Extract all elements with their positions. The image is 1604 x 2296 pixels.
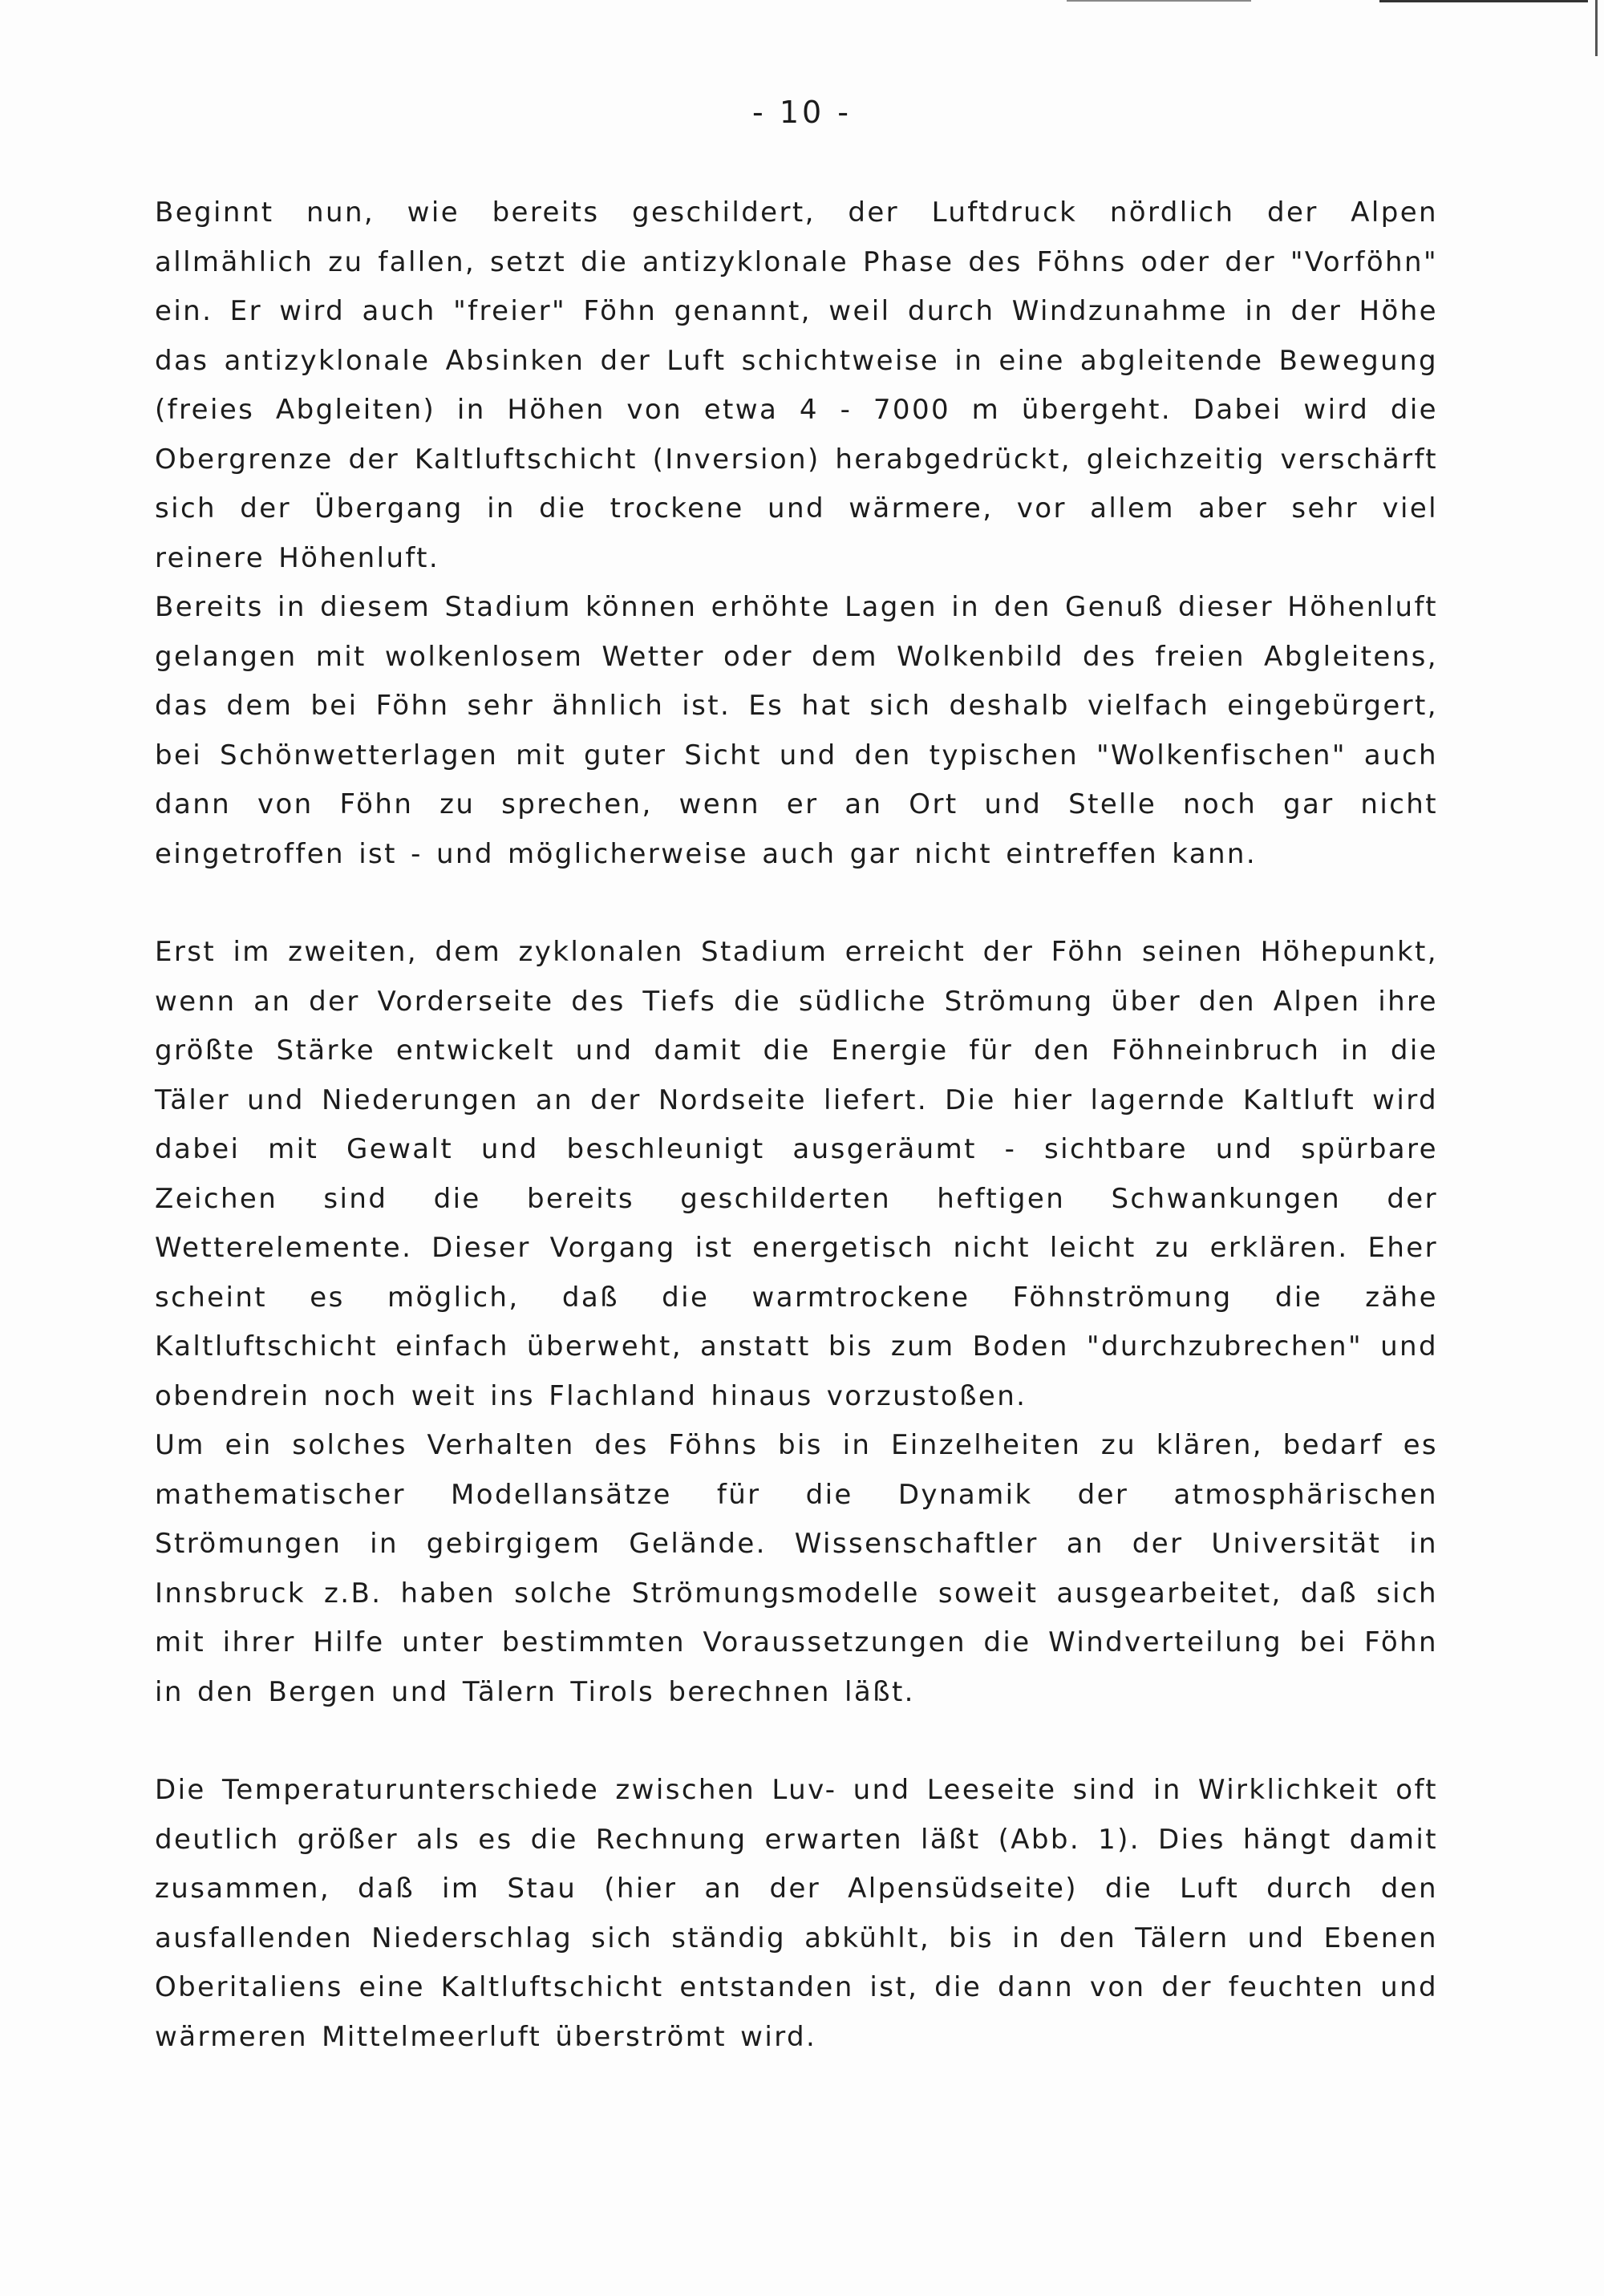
paragraph-hoehenluft: Bereits in diesem Stadium können erhöhte Lagen in den Genuß dieser Höhenluft gelangen mit wolkenlosem Wetter oder dem Wolkenbild des freien Abgleitens, das dem bei Föhn sehr ähnlich ist. Es hat sich deshalb vielfach eingebürgert, bei Schönwetterlagen mit guter Sicht und den typischen "Wolkenfischen" auch dann von Föhn zu sprechen, wenn er an Ort und Stelle noch gar nicht eingetroffen ist - und möglicherweise auch gar nicht eintreffen kann. [155,591,1438,870]
scan-edge-mark [1595,0,1598,56]
scan-edge-mark [1379,0,1588,2]
paragraph-zyklonales-stadium: Erst im zweiten, dem zyklonalen Stadium erreicht der Föhn seinen Höhepunkt, wenn an der Vorderseite des Tiefs die südliche Strömung über den Alpen ihre größte Stärke entwickelt und damit die Energie für den Föhneinbruch in die Täler und Niederungen an der Nordseite liefert. Die hier lagernde Kaltluft wird dabei mit Gewalt und beschleunigt ausgeräumt - sichtbare und spürbare Zeichen sind die bereits geschilderten heftigen Schwankungen der Wetterelemente. Dieser Vorgang ist energetisch nicht leicht zu erklären. Eher scheint es möglich, daß die warmtrockene Föhnströmung die zähe Kaltluftschicht einfach überweht, anstatt bis zum Boden "durchzubrechen" und obendrein noch weit ins Flachland hinaus vorzustoßen. [155,936,1438,1412]
page-number: - 10 - [752,95,852,130]
paragraph-modellansaetze: Um ein solches Verhalten des Föhns bis in Einzelheiten zu klären, bedarf es mathematischer Modellansätze für die Dynamik der atmosphärischen Strömungen in gebirgigem Gelände. Wissenschaftler an der Universität in Innsbruck z.B. haben solche Strömungsmodelle soweit ausgearbeitet, daß sich mit ihrer Hilfe unter bestimmten Voraussetzungen die Windverteilung bei Föhn in den Bergen und Tälern Tirols berechnen läßt. [155,1429,1438,1708]
paragraph-temperaturunterschiede: Die Temperaturunterschiede zwischen Luv- und Leeseite sind in Wirklichkeit oft deutlich größer als es die Rechnung erwarten läßt (Abb. 1). Dies hängt damit zusammen, daß im Stau (hier an der Alpensüdseite) die Luft durch den ausfallenden Niederschlag sich ständig abkühlt, bis in den Tälern und Ebenen Oberitaliens eine Kaltluftschicht entstanden ist, die dann von der feuchten und wärmeren Mittelmeerluft überströmt wird. [155,1774,1438,2053]
scan-edge-mark [1067,0,1251,2]
paragraph-vorfoehn: Beginnt nun, wie bereits geschildert, der Luftdruck nördlich der Alpen allmählich zu fallen, setzt die antizyklonale Phase des Föhns oder der "Vorföhn" ein. Er wird auch "freier" Föhn genannt, weil durch Windzunahme in der Höhe das antizyklonale Absinken der Luft schichtweise in eine abgleitende Bewegung (freies Abgleiten) in Höhen von etwa 4 - 7000 m übergeht. Dabei wird die Obergrenze der Kaltluftschicht (Inversion) herabgedrückt, gleichzeitig verschärft sich der Übergang in die trockene und wärmere, vor allem aber sehr viel reinere Höhenluft. [155,196,1438,574]
